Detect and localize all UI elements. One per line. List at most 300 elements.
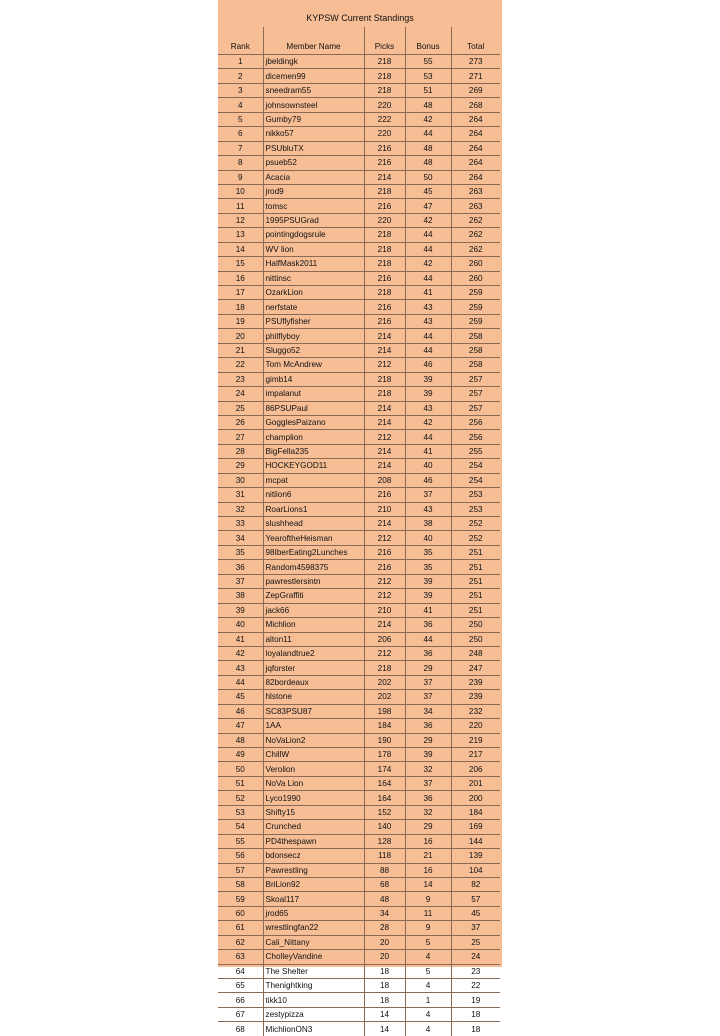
table-row bbox=[218, 560, 500, 574]
member-name-cell: jrod65 bbox=[263, 906, 364, 920]
total-cell: 256 bbox=[451, 415, 500, 429]
table-row bbox=[218, 1007, 500, 1021]
bonus-cell: 29 bbox=[405, 661, 451, 675]
total-cell: 273 bbox=[451, 55, 500, 69]
rank-cell: 26 bbox=[235, 418, 245, 428]
bonus-cell: 36 bbox=[405, 646, 451, 660]
total-cell: 248 bbox=[451, 646, 500, 660]
picks-cell: 214 bbox=[364, 401, 405, 415]
picks-cell: 218 bbox=[364, 83, 405, 97]
bonus-cell: 37 bbox=[405, 488, 451, 502]
member-name-cell: PSUflyfisher bbox=[263, 314, 364, 328]
bonus-cell: 37 bbox=[405, 776, 451, 790]
bonus-cell: 39 bbox=[405, 372, 451, 386]
member-name-cell: BigFella235 bbox=[263, 444, 364, 458]
total-cell: 254 bbox=[451, 473, 500, 487]
member-name-cell: Lyco1990 bbox=[263, 791, 364, 805]
table-row bbox=[218, 748, 500, 762]
bonus-cell: 29 bbox=[405, 733, 451, 747]
rank-cell: 22 bbox=[235, 360, 245, 370]
rank-cell: 50 bbox=[235, 764, 245, 774]
bonus-cell: 21 bbox=[405, 849, 451, 863]
total-cell: 264 bbox=[451, 156, 500, 170]
picks-cell: 214 bbox=[364, 444, 405, 458]
total-cell: 250 bbox=[451, 632, 500, 646]
total-cell: 271 bbox=[451, 69, 500, 83]
member-name-cell: MichlionON3 bbox=[263, 1022, 364, 1036]
member-name-cell: sneedram55 bbox=[263, 83, 364, 97]
bonus-cell: 4 bbox=[405, 979, 451, 993]
member-name-cell: jqforster bbox=[263, 661, 364, 675]
table-row bbox=[218, 55, 500, 69]
total-cell: 18 bbox=[451, 1022, 500, 1036]
rank-cell: 25 bbox=[235, 403, 245, 413]
total-cell: 82 bbox=[451, 877, 500, 891]
total-cell: 220 bbox=[451, 719, 500, 733]
picks-cell: 18 bbox=[364, 993, 405, 1007]
bonus-cell: 44 bbox=[405, 228, 451, 242]
rank-cell: 24 bbox=[235, 389, 245, 399]
rank-cell: 56 bbox=[235, 851, 245, 861]
member-name-cell: philflyboy bbox=[263, 329, 364, 343]
member-name-cell: 1AA bbox=[263, 719, 364, 733]
total-cell: 258 bbox=[451, 343, 500, 357]
total-cell: 264 bbox=[451, 170, 500, 184]
bonus-cell: 38 bbox=[405, 517, 451, 531]
picks-cell: 216 bbox=[364, 271, 405, 285]
bonus-cell: 47 bbox=[405, 199, 451, 213]
bonus-cell: 48 bbox=[405, 141, 451, 155]
table-row bbox=[218, 863, 500, 877]
rank-cell: 39 bbox=[235, 605, 245, 615]
total-cell: 217 bbox=[451, 748, 500, 762]
member-name-cell: WV lion bbox=[263, 242, 364, 256]
table-row bbox=[218, 964, 500, 978]
member-name-cell: Cali_Nittany bbox=[263, 935, 364, 949]
bonus-cell: 44 bbox=[405, 329, 451, 343]
bonus-cell: 48 bbox=[405, 156, 451, 170]
picks-cell: 208 bbox=[364, 473, 405, 487]
rank-cell: 46 bbox=[235, 706, 245, 716]
picks-cell: 216 bbox=[364, 488, 405, 502]
table-row bbox=[218, 112, 500, 126]
rank-cell: 48 bbox=[235, 735, 245, 745]
total-cell: 262 bbox=[451, 228, 500, 242]
picks-cell: 216 bbox=[364, 545, 405, 559]
total-cell: 239 bbox=[451, 675, 500, 689]
member-name-cell: Tom McAndrew bbox=[263, 358, 364, 372]
bonus-cell: 44 bbox=[405, 127, 451, 141]
picks-cell: 214 bbox=[364, 415, 405, 429]
rank-cell: 58 bbox=[235, 880, 245, 890]
picks-cell: 222 bbox=[364, 112, 405, 126]
member-name-cell: YearoftheHeisman bbox=[263, 531, 364, 545]
picks-cell: 212 bbox=[364, 574, 405, 588]
table-row bbox=[218, 849, 500, 863]
picks-cell: 218 bbox=[364, 286, 405, 300]
rank-cell: 5 bbox=[237, 114, 243, 124]
member-name-cell: Pawrestling bbox=[263, 863, 364, 877]
member-name-cell: Skoal117 bbox=[263, 892, 364, 906]
rank-cell: 30 bbox=[235, 475, 245, 485]
table-row bbox=[218, 415, 500, 429]
bonus-cell: 42 bbox=[405, 257, 451, 271]
picks-header: Picks bbox=[364, 27, 405, 55]
rank-cell: 15 bbox=[235, 259, 245, 269]
rank-cell: 10 bbox=[235, 187, 245, 197]
rank-cell: 63 bbox=[235, 952, 245, 962]
rank-cell: 57 bbox=[235, 865, 245, 875]
table-row bbox=[218, 358, 500, 372]
bonus-cell: 45 bbox=[405, 184, 451, 198]
bonus-cell: 5 bbox=[405, 935, 451, 949]
member-name-cell: Acacia bbox=[263, 170, 364, 184]
member-name-cell: ZepGraffiti bbox=[263, 589, 364, 603]
rank-cell: 7 bbox=[237, 143, 243, 153]
rank-cell: 61 bbox=[235, 923, 245, 933]
member-name-cell: nittinsc bbox=[263, 271, 364, 285]
bonus-cell: 48 bbox=[405, 98, 451, 112]
table-row bbox=[218, 805, 500, 819]
rank-cell: 11 bbox=[236, 201, 245, 211]
rank-cell: 12 bbox=[235, 216, 245, 226]
picks-cell: 214 bbox=[364, 343, 405, 357]
rank-cell: 43 bbox=[235, 663, 245, 673]
picks-cell: 216 bbox=[364, 156, 405, 170]
rank-cell: 47 bbox=[235, 721, 245, 731]
member-name-cell: GogglesPaizano bbox=[263, 415, 364, 429]
picks-cell: 140 bbox=[364, 820, 405, 834]
rank-cell: 35 bbox=[235, 548, 245, 558]
picks-cell: 128 bbox=[364, 834, 405, 848]
picks-cell: 210 bbox=[364, 603, 405, 617]
total-cell: 251 bbox=[451, 545, 500, 559]
table-row bbox=[218, 950, 500, 964]
member-name-cell: SC83PSU87 bbox=[263, 704, 364, 718]
member-name-cell: tomsc bbox=[263, 199, 364, 213]
total-cell: 252 bbox=[451, 517, 500, 531]
member-name-cell: nitlion6 bbox=[263, 488, 364, 502]
member-name-cell: 1995PSUGrad bbox=[263, 213, 364, 227]
member-name-cell: CholleyVandine bbox=[263, 950, 364, 964]
table-row bbox=[218, 646, 500, 660]
total-header: Total bbox=[451, 27, 500, 55]
member-name-cell: impalanut bbox=[263, 387, 364, 401]
rank-cell: 37 bbox=[235, 576, 245, 586]
member-name-cell: hlstone bbox=[263, 690, 364, 704]
rank-header: Rank bbox=[230, 42, 250, 51]
table-row bbox=[218, 444, 500, 458]
rank-cell: 66 bbox=[235, 995, 245, 1005]
member-name-cell: Thenightking bbox=[263, 979, 364, 993]
table-row bbox=[218, 459, 500, 473]
member-name-cell: PSUbluTX bbox=[263, 141, 364, 155]
member-name-cell: zestypizza bbox=[263, 1007, 364, 1021]
table-row bbox=[218, 877, 500, 891]
bonus-cell: 42 bbox=[405, 415, 451, 429]
rank-cell: 16 bbox=[235, 273, 245, 283]
bonus-cell: 1 bbox=[405, 993, 451, 1007]
bonus-cell: 32 bbox=[405, 805, 451, 819]
member-name-cell: champlion bbox=[263, 430, 364, 444]
member-name-cell: 86PSUPaul bbox=[263, 401, 364, 415]
picks-cell: 18 bbox=[364, 964, 405, 978]
bonus-cell: 39 bbox=[405, 589, 451, 603]
picks-cell: 214 bbox=[364, 329, 405, 343]
table-row bbox=[218, 242, 500, 256]
rank-cell: 36 bbox=[235, 562, 245, 572]
member-name-cell: johnsownsteel bbox=[263, 98, 364, 112]
member-name-cell: tikk10 bbox=[263, 993, 364, 1007]
rank-cell: 13 bbox=[235, 230, 245, 240]
picks-cell: 88 bbox=[364, 863, 405, 877]
total-cell: 25 bbox=[451, 935, 500, 949]
picks-cell: 212 bbox=[364, 358, 405, 372]
rank-cell: 38 bbox=[235, 591, 245, 601]
table-row bbox=[218, 156, 500, 170]
total-cell: 258 bbox=[451, 358, 500, 372]
member-name-cell: The Shelter bbox=[263, 964, 364, 978]
rank-cell: 33 bbox=[235, 519, 245, 529]
table-row bbox=[218, 343, 500, 357]
bonus-cell: 44 bbox=[405, 242, 451, 256]
rank-cell: 65 bbox=[235, 981, 245, 991]
bonus-cell: 46 bbox=[405, 358, 451, 372]
total-cell: 254 bbox=[451, 459, 500, 473]
member-name-cell: HalfMask2011 bbox=[263, 257, 364, 271]
rank-cell: 14 bbox=[235, 244, 245, 254]
member-name-cell: jrod9 bbox=[263, 184, 364, 198]
rank-cell: 29 bbox=[235, 461, 245, 471]
bonus-cell: 11 bbox=[405, 906, 451, 920]
bonus-cell: 40 bbox=[405, 531, 451, 545]
rank-cell: 40 bbox=[235, 620, 245, 630]
table-row bbox=[218, 661, 500, 675]
bonus-cell: 4 bbox=[405, 1007, 451, 1021]
bonus-cell: 34 bbox=[405, 704, 451, 718]
bonus-cell: 44 bbox=[405, 271, 451, 285]
total-cell: 263 bbox=[451, 199, 500, 213]
total-cell: 260 bbox=[451, 271, 500, 285]
picks-cell: 152 bbox=[364, 805, 405, 819]
total-cell: 269 bbox=[451, 83, 500, 97]
bonus-cell: 32 bbox=[405, 762, 451, 776]
member-name-cell: psueb52 bbox=[263, 156, 364, 170]
picks-cell: 220 bbox=[364, 213, 405, 227]
total-cell: 139 bbox=[451, 849, 500, 863]
bonus-cell: 43 bbox=[405, 502, 451, 516]
bonus-cell: 16 bbox=[405, 863, 451, 877]
total-cell: 257 bbox=[451, 387, 500, 401]
bonus-cell: 41 bbox=[405, 444, 451, 458]
picks-cell: 218 bbox=[364, 242, 405, 256]
member-name-cell: nikko57 bbox=[263, 127, 364, 141]
table-row bbox=[218, 791, 500, 805]
rank-cell: 55 bbox=[235, 836, 245, 846]
rank-cell: 3 bbox=[237, 86, 243, 96]
total-cell: 232 bbox=[451, 704, 500, 718]
picks-cell: 18 bbox=[364, 979, 405, 993]
rank-cell: 2 bbox=[237, 71, 243, 81]
bonus-cell: 29 bbox=[405, 820, 451, 834]
bonus-cell: 39 bbox=[405, 387, 451, 401]
member-name-cell: RoarLions1 bbox=[263, 502, 364, 516]
member-name-cell: 98IberEating2Lunches bbox=[263, 545, 364, 559]
table-row bbox=[218, 935, 500, 949]
total-cell: 239 bbox=[451, 690, 500, 704]
table-row bbox=[218, 618, 500, 632]
picks-cell: 210 bbox=[364, 502, 405, 516]
table-row bbox=[218, 574, 500, 588]
table-row bbox=[218, 127, 500, 141]
picks-cell: 218 bbox=[364, 387, 405, 401]
rank-cell: 49 bbox=[235, 750, 245, 760]
member-name-cell: nerfstate bbox=[263, 300, 364, 314]
picks-cell: 212 bbox=[364, 646, 405, 660]
picks-cell: 218 bbox=[364, 661, 405, 675]
rank-cell: 34 bbox=[235, 533, 245, 543]
bonus-header: Bonus bbox=[405, 27, 451, 55]
rank-cell: 54 bbox=[235, 822, 245, 832]
table-row bbox=[218, 401, 500, 415]
rank-cell: 64 bbox=[235, 966, 245, 976]
table-row bbox=[218, 213, 500, 227]
picks-cell: 218 bbox=[364, 372, 405, 386]
bonus-cell: 42 bbox=[405, 213, 451, 227]
rank-cell: 60 bbox=[235, 909, 245, 919]
bonus-cell: 37 bbox=[405, 690, 451, 704]
table-row bbox=[218, 834, 500, 848]
picks-cell: 34 bbox=[364, 906, 405, 920]
picks-cell: 216 bbox=[364, 314, 405, 328]
picks-cell: 218 bbox=[364, 69, 405, 83]
table-row bbox=[218, 329, 500, 343]
rank-cell: 28 bbox=[235, 447, 245, 457]
picks-cell: 118 bbox=[364, 849, 405, 863]
rank-cell: 9 bbox=[237, 172, 243, 182]
bonus-cell: 43 bbox=[405, 314, 451, 328]
table-row bbox=[218, 733, 500, 747]
total-cell: 19 bbox=[451, 993, 500, 1007]
table-row bbox=[218, 820, 500, 834]
picks-cell: 220 bbox=[364, 98, 405, 112]
total-cell: 262 bbox=[451, 213, 500, 227]
total-cell: 259 bbox=[451, 300, 500, 314]
rank-cell: 52 bbox=[235, 793, 245, 803]
total-cell: 251 bbox=[451, 589, 500, 603]
rank-cell: 17 bbox=[235, 288, 245, 298]
rank-cell: 42 bbox=[235, 649, 245, 659]
member-name-cell: Shifty15 bbox=[263, 805, 364, 819]
bonus-cell: 50 bbox=[405, 170, 451, 184]
table-row bbox=[218, 632, 500, 646]
table-row bbox=[218, 921, 500, 935]
member-name-cell: wrestlingfan22 bbox=[263, 921, 364, 935]
total-cell: 219 bbox=[451, 733, 500, 747]
rank-cell: 18 bbox=[235, 302, 245, 312]
member-name-cell: HOCKEYGOD11 bbox=[263, 459, 364, 473]
bonus-cell: 16 bbox=[405, 834, 451, 848]
table-row bbox=[218, 387, 500, 401]
picks-cell: 218 bbox=[364, 257, 405, 271]
total-cell: 264 bbox=[451, 127, 500, 141]
rank-cell: 19 bbox=[235, 317, 245, 327]
member-name-cell: dicemen99 bbox=[263, 69, 364, 83]
bonus-cell: 5 bbox=[405, 964, 451, 978]
total-cell: 259 bbox=[451, 286, 500, 300]
rank-cell: 53 bbox=[235, 807, 245, 817]
bonus-cell: 36 bbox=[405, 719, 451, 733]
total-cell: 200 bbox=[451, 791, 500, 805]
total-cell: 169 bbox=[451, 820, 500, 834]
bonus-cell: 36 bbox=[405, 618, 451, 632]
rank-cell: 8 bbox=[237, 158, 243, 168]
picks-cell: 164 bbox=[364, 776, 405, 790]
total-cell: 22 bbox=[451, 979, 500, 993]
member-name-cell: Sluggo52 bbox=[263, 343, 364, 357]
total-cell: 263 bbox=[451, 184, 500, 198]
table-row bbox=[218, 83, 500, 97]
member-name-header: Member Name bbox=[263, 27, 364, 55]
member-name-cell: pawrestlersintn bbox=[263, 574, 364, 588]
table-row bbox=[218, 372, 500, 386]
bonus-cell: 9 bbox=[405, 921, 451, 935]
picks-cell: 174 bbox=[364, 762, 405, 776]
bonus-cell: 14 bbox=[405, 877, 451, 891]
table-row bbox=[218, 199, 500, 213]
member-name-cell: alton11 bbox=[263, 632, 364, 646]
total-cell: 255 bbox=[451, 444, 500, 458]
rank-cell: 32 bbox=[235, 504, 245, 514]
rank-cell: 41 bbox=[235, 634, 245, 644]
rank-cell: 44 bbox=[235, 678, 245, 688]
table-row bbox=[218, 69, 500, 83]
table-row bbox=[218, 502, 500, 516]
bonus-cell: 51 bbox=[405, 83, 451, 97]
member-name-cell: PD4thespawn bbox=[263, 834, 364, 848]
bonus-cell: 39 bbox=[405, 748, 451, 762]
total-cell: 23 bbox=[451, 964, 500, 978]
picks-cell: 202 bbox=[364, 675, 405, 689]
picks-cell: 48 bbox=[364, 892, 405, 906]
total-cell: 252 bbox=[451, 531, 500, 545]
total-cell: 250 bbox=[451, 618, 500, 632]
bonus-cell: 36 bbox=[405, 791, 451, 805]
total-cell: 206 bbox=[451, 762, 500, 776]
member-name-cell: gimb14 bbox=[263, 372, 364, 386]
bonus-cell: 42 bbox=[405, 112, 451, 126]
total-cell: 260 bbox=[451, 257, 500, 271]
rank-cell: 51 bbox=[235, 779, 245, 789]
bonus-cell: 39 bbox=[405, 574, 451, 588]
rank-cell: 6 bbox=[237, 129, 243, 139]
bonus-cell: 41 bbox=[405, 286, 451, 300]
bonus-cell: 43 bbox=[405, 401, 451, 415]
picks-cell: 214 bbox=[364, 618, 405, 632]
table-row bbox=[218, 430, 500, 444]
bonus-cell: 4 bbox=[405, 950, 451, 964]
rank-cell: 27 bbox=[235, 432, 245, 442]
total-cell: 251 bbox=[451, 560, 500, 574]
member-name-cell: 82bordeaux bbox=[263, 675, 364, 689]
table-row bbox=[218, 589, 500, 603]
total-cell: 268 bbox=[451, 98, 500, 112]
table-row bbox=[218, 184, 500, 198]
member-name-cell: jbeldingk bbox=[263, 55, 364, 69]
table-row bbox=[218, 531, 500, 545]
table-row bbox=[218, 906, 500, 920]
rank-cell: 45 bbox=[235, 692, 245, 702]
